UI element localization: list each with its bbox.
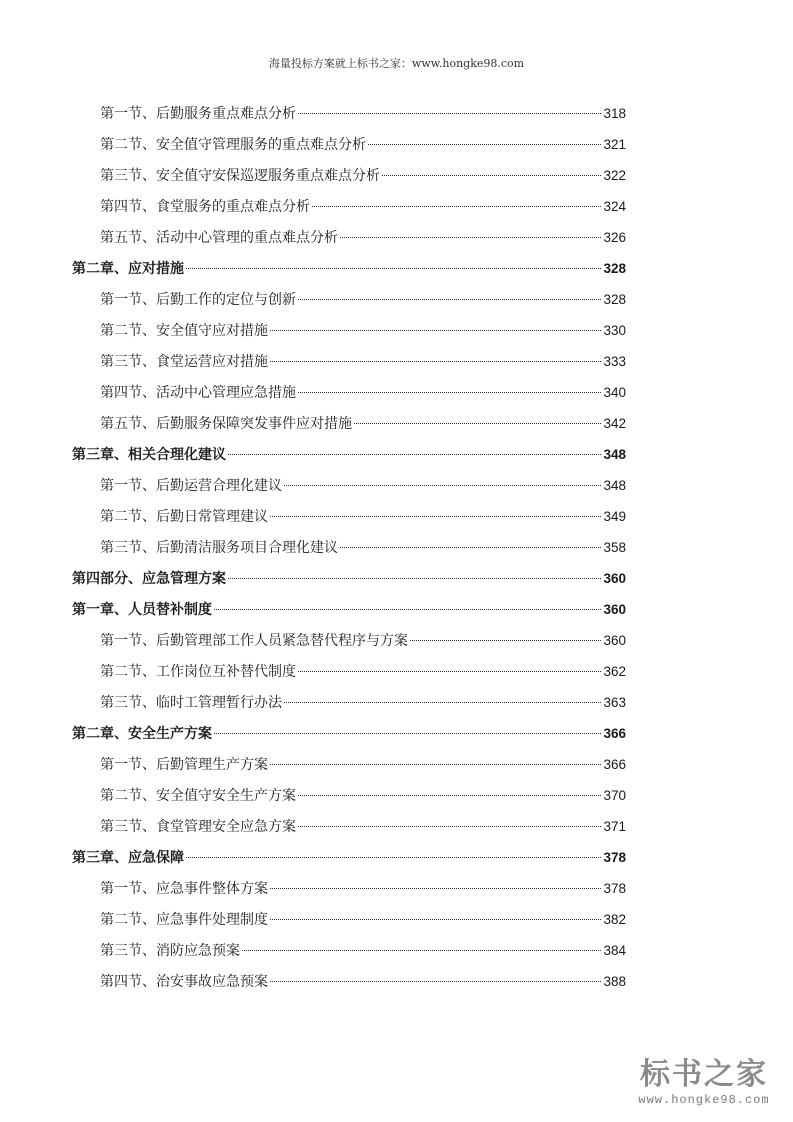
toc-section-entry[interactable]: [72, 966, 626, 997]
toc-entry-page-number: 366: [603, 726, 626, 741]
toc-entry-title: 第二节、应急事件处理制度: [100, 912, 268, 928]
toc-entry-title: 第二章、安全生产方案: [72, 726, 212, 742]
toc-entry-title: 第二节、后勤日常管理建议: [100, 509, 268, 525]
toc-dot-leader: [340, 237, 601, 238]
toc-entry-page-number: 362: [603, 664, 626, 679]
toc-dot-leader: [298, 826, 601, 827]
toc-entry-title: 第三章、相关合理化建议: [72, 447, 226, 463]
toc-entry-page-number: 378: [603, 881, 626, 896]
toc-entry-page-number: 326: [603, 230, 626, 245]
toc-entry-title: 第四节、治安事故应急预案: [100, 974, 268, 990]
toc-entry-title: 第一节、后勤工作的定位与创新: [100, 292, 296, 308]
toc-chapter-entry[interactable]: [72, 594, 626, 625]
toc-dot-leader: [270, 888, 601, 889]
toc-dot-leader: [270, 919, 601, 920]
toc-entry-title: 第一节、后勤运营合理化建议: [100, 478, 282, 494]
toc-section-entry[interactable]: [72, 780, 626, 811]
toc-section-entry[interactable]: [72, 315, 626, 346]
toc-entry-page-number: 384: [603, 943, 626, 958]
toc-entry-title: 第二节、安全值守应对措施: [100, 323, 268, 339]
toc-section-entry[interactable]: [72, 129, 626, 160]
toc-section-entry[interactable]: [72, 191, 626, 222]
toc-entry-title: 第一节、后勤管理部工作人员紧急替代程序与方案: [100, 633, 408, 649]
toc-section-entry[interactable]: [72, 935, 626, 966]
toc-section-entry[interactable]: [72, 687, 626, 718]
toc-dot-leader: [354, 423, 601, 424]
toc-entry-title: 第三章、应急保障: [72, 850, 184, 866]
toc-entry-page-number: 328: [603, 292, 626, 307]
toc-entry-page-number: 349: [603, 509, 626, 524]
toc-dot-leader: [298, 299, 601, 300]
toc-entry-title: 第四节、活动中心管理应急措施: [100, 385, 296, 401]
toc-dot-leader: [410, 640, 601, 641]
page-header: 海量投标方案就上标书之家：www.hongke98.com: [268, 57, 525, 70]
toc-dot-leader: [368, 144, 601, 145]
toc-section-entry[interactable]: [72, 470, 626, 501]
toc-entry-title: 第五节、活动中心管理的重点难点分析: [100, 230, 338, 246]
toc-entry-title: 第三节、安全值守安保巡逻服务重点难点分析: [100, 168, 380, 184]
toc-entry-page-number: 366: [603, 757, 626, 772]
toc-entry-page-number: 358: [603, 540, 626, 555]
toc-dot-leader: [270, 516, 601, 517]
toc-dot-leader: [186, 857, 601, 858]
toc-section-entry[interactable]: [72, 873, 626, 904]
toc-dot-leader: [340, 547, 601, 548]
toc-dot-leader: [298, 795, 601, 796]
toc-dot-leader: [382, 175, 601, 176]
logo-title: 标书之家: [640, 1057, 768, 1092]
toc-entry-title: 第四节、食堂服务的重点难点分析: [100, 199, 310, 215]
toc-chapter-entry[interactable]: [72, 718, 626, 749]
toc-entry-page-number: 321: [603, 137, 626, 152]
toc-dot-leader: [270, 330, 601, 331]
logo-watermark: [629, 1058, 779, 1108]
toc-entry-title: 第三节、食堂运营应对措施: [100, 354, 268, 370]
toc-entry-page-number: 388: [603, 974, 626, 989]
toc-entry-title: 第二节、安全值守安全生产方案: [100, 788, 296, 804]
toc-dot-leader: [312, 206, 601, 207]
toc-chapter-entry[interactable]: [72, 253, 626, 284]
logo-url: www.hongke98.com: [638, 1093, 770, 1107]
toc-dot-leader: [214, 609, 601, 610]
toc-entry-page-number: 318: [603, 106, 626, 121]
toc-entry-title: 第一节、应急事件整体方案: [100, 881, 268, 897]
toc-dot-leader: [228, 454, 601, 455]
toc-dot-leader: [270, 361, 601, 362]
toc-entry-page-number: 370: [603, 788, 626, 803]
toc-dot-leader: [270, 764, 601, 765]
toc-entry-title: 第二章、应对措施: [72, 261, 184, 277]
toc-entry-title: 第三节、后勤清洁服务项目合理化建议: [100, 540, 338, 556]
toc-entry-page-number: 333: [603, 354, 626, 369]
toc-entry-page-number: 360: [603, 633, 626, 648]
toc-entry-page-number: 324: [603, 199, 626, 214]
toc-section-entry[interactable]: [72, 501, 626, 532]
toc-entry-title: 第一节、后勤管理生产方案: [100, 757, 268, 773]
toc-dot-leader: [284, 485, 601, 486]
toc-chapter-entry[interactable]: [72, 842, 626, 873]
toc-section-entry[interactable]: [72, 532, 626, 563]
toc-dot-leader: [298, 392, 601, 393]
toc-section-entry[interactable]: [72, 811, 626, 842]
toc-section-entry[interactable]: [72, 222, 626, 253]
toc-entry-title: 第二节、安全值守管理服务的重点难点分析: [100, 137, 366, 153]
toc-entry-title: 第五节、后勤服务保障突发事件应对措施: [100, 416, 352, 432]
toc-dot-leader: [298, 671, 601, 672]
toc-section-entry[interactable]: [72, 656, 626, 687]
toc-section-entry[interactable]: [72, 98, 626, 129]
toc-entry-page-number: 378: [603, 850, 626, 865]
toc-dot-leader: [298, 113, 601, 114]
toc-entry-page-number: 340: [603, 385, 626, 400]
toc-dot-leader: [270, 981, 601, 982]
toc-entry-page-number: 348: [603, 478, 626, 493]
toc-entry-page-number: 360: [603, 602, 626, 617]
toc-dot-leader: [214, 733, 601, 734]
toc-section-entry[interactable]: [72, 377, 626, 408]
toc-dot-leader: [284, 702, 601, 703]
toc-section-entry[interactable]: [72, 749, 626, 780]
toc-entry-title: 第三节、消防应急预案: [100, 943, 240, 959]
toc-entry-title: 第一章、人员替补制度: [72, 602, 212, 618]
toc-chapter-entry[interactable]: [72, 563, 626, 594]
toc-section-entry[interactable]: [72, 284, 626, 315]
toc-dot-leader: [242, 950, 601, 951]
toc-chapter-entry[interactable]: [72, 439, 626, 470]
toc-entry-page-number: 360: [603, 571, 626, 586]
toc-entry-page-number: 330: [603, 323, 626, 338]
toc-entry-page-number: 363: [603, 695, 626, 710]
toc-entry-title: 第二节、工作岗位互补替代制度: [100, 664, 296, 680]
toc-entry-title: 第三节、临时工管理暂行办法: [100, 695, 282, 711]
toc-section-entry[interactable]: [72, 160, 626, 191]
toc-entry-page-number: 342: [603, 416, 626, 431]
toc-entry-page-number: 348: [603, 447, 626, 462]
toc-dot-leader: [228, 578, 601, 579]
toc-section-entry[interactable]: [72, 408, 626, 439]
toc-entry-title: 第三节、食堂管理安全应急方案: [100, 819, 296, 835]
toc-entry-title: 第一节、后勤服务重点难点分析: [100, 106, 296, 122]
table-of-contents: [72, 98, 626, 997]
toc-section-entry[interactable]: [72, 904, 626, 935]
toc-entry-page-number: 328: [603, 261, 626, 276]
toc-entry-page-number: 371: [603, 819, 626, 834]
toc-entry-page-number: 322: [603, 168, 626, 183]
toc-entry-page-number: 382: [603, 912, 626, 927]
toc-section-entry[interactable]: [72, 346, 626, 377]
toc-entry-title: 第四部分、应急管理方案: [72, 571, 226, 587]
toc-dot-leader: [186, 268, 601, 269]
toc-section-entry[interactable]: [72, 625, 626, 656]
